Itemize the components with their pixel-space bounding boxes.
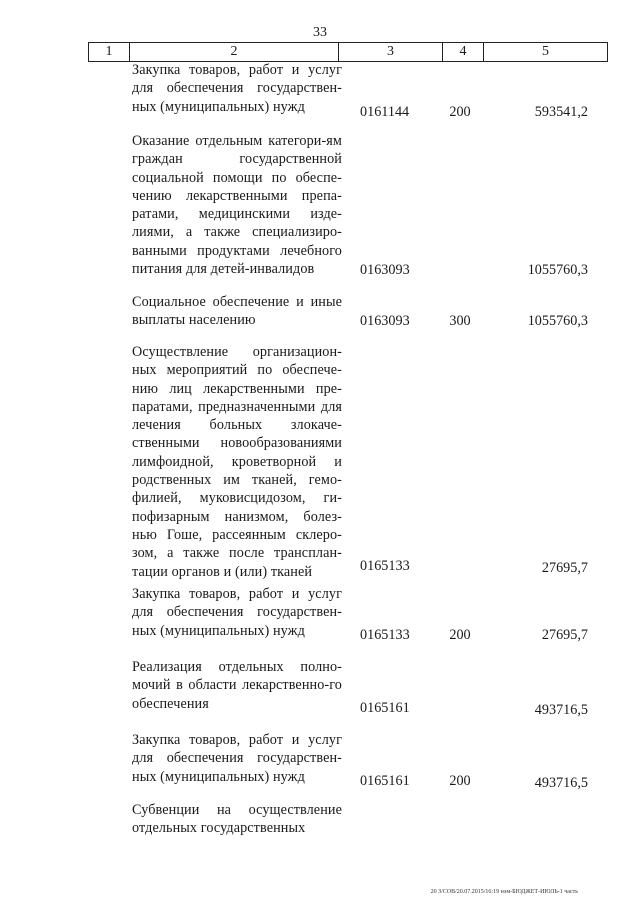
row-code: 0163093: [360, 262, 410, 278]
header-col-5: 5: [542, 44, 549, 59]
row-amount: 1055760,3: [527, 262, 588, 278]
row-kind: 300: [449, 313, 471, 329]
row-amount: 593541,2: [534, 104, 588, 120]
header-col-2: 2: [130, 43, 339, 61]
row-kind: 200: [449, 773, 471, 789]
row-code: 0165161: [360, 773, 410, 789]
row-code: 0161144: [360, 104, 410, 120]
row-description: Реализация отдельных полно-мочий в области лекарственно-го обеспечения: [132, 659, 342, 712]
page-number: 33: [313, 25, 327, 40]
row-description: Закупка товаров, работ и услуг для обеспечения государствен-ных (муниципальных) нужд: [132, 62, 342, 115]
header-col-3: 3: [339, 43, 443, 61]
row-amount: 493716,5: [534, 702, 588, 718]
row-code: 0165133: [360, 627, 410, 643]
row-description: Закупка товаров, работ и услуг для обеспечения государствен-ных (муниципальных) нужд: [132, 586, 342, 639]
document-footer: 20 З/СОВ/20.07.2015/16:19 нэм-БЮДЖЕТ-ИЮЛЬ-1 часть: [430, 889, 578, 895]
row-description: Осуществление организацион-ных мероприятий по обеспече-нию лиц лекарственными пре-паратами, предназначенными для лечения больных злокаче-ственными новообразованиями лимфоидной, кроветворной и родственных им тканей, гемо-филией, муковисцидозом, ги-пофизарным нанизмом, болез-нью Гоше, рассеянным склеро-зом, а также после трансплан-тации органов и (или) тканей: [132, 344, 342, 580]
row-amount: 27695,7: [541, 560, 588, 576]
row-code: 0163093: [360, 313, 410, 329]
row-amount: 493716,5: [534, 775, 588, 791]
header-col-1: 1: [89, 43, 130, 61]
row-description: Закупка товаров, работ и услуг для обеспечения государствен-ных (муниципальных) нужд: [132, 732, 342, 785]
row-code: 0165133: [360, 558, 410, 574]
row-kind: 200: [449, 627, 471, 643]
row-code: 0165161: [360, 700, 410, 716]
row-amount: 27695,7: [541, 627, 588, 643]
row-amount: 1055760,3: [527, 313, 588, 329]
header-col-4: 4: [443, 43, 484, 61]
row-description: Социальное обеспечение и иные выплаты населению: [132, 294, 342, 329]
table-header: [88, 42, 608, 62]
row-kind: 200: [449, 104, 471, 120]
row-description: Субвенции на осуществление отдельных государственных: [132, 802, 342, 837]
row-description: Оказание отдельным категори-ям граждан государственной социальной помощи по обеспе-чению лекарственными препа-ратами, медицинскими изде-лиями, а также специализиро-ванными продуктами лечебного питания для детей-инвалидов: [132, 133, 342, 278]
